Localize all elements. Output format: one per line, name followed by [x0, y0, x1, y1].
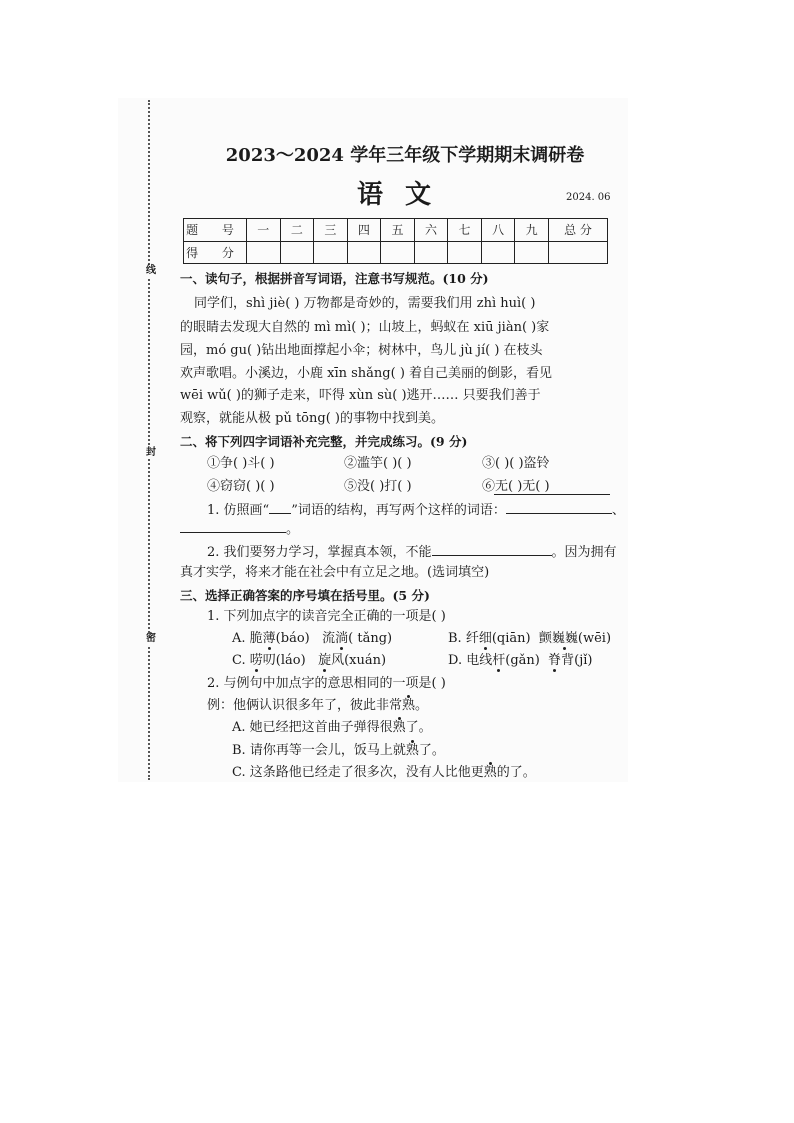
section2-q1-cont — [180, 520, 299, 538]
q2-option-c[interactable] — [232, 765, 536, 781]
dotted-char: 熟 — [483, 765, 497, 780]
option-word: 背 — [561, 653, 575, 668]
dotted-char: 唠 — [249, 653, 263, 668]
section1-line-1: 同学们，shì jiè( ) 万物都是奇妙的，需要我们用 zhì huì( ) — [194, 296, 536, 311]
section1-line-4: 欢声歌唱。小溪边，小鹿 xīn shǎng( ) 着自己美丽的倒影，看见 — [180, 366, 553, 381]
dotted-char: 脊 — [548, 653, 562, 668]
pinyin: (láo) — [275, 653, 306, 668]
q1-answer-blank-2[interactable] — [180, 520, 286, 533]
score-cell: 总 分 — [549, 219, 608, 242]
exam-title: 2023～2024 学年三年级下学期期末调研卷 — [225, 145, 585, 166]
binding-label-feng: 封 — [146, 447, 156, 458]
score-cell: 七 — [448, 219, 482, 242]
dotted-char: 熟 — [392, 720, 406, 735]
idiom-3: ③( )( )盗铃 — [482, 456, 550, 471]
q1-end: 。 — [286, 522, 300, 537]
option-a-label: A. 脆 — [232, 631, 263, 646]
idiom-4: ④窃窃( )( ) — [207, 479, 275, 494]
score-table — [183, 218, 608, 264]
pinyin: (jǐ) — [574, 653, 593, 668]
score-entry-cell[interactable] — [347, 241, 381, 264]
score-entry-cell[interactable] — [549, 241, 608, 264]
q1-option-a[interactable] — [232, 631, 392, 647]
score-cell: 五 — [381, 219, 415, 242]
q2-option-a[interactable] — [232, 720, 432, 736]
option-end: 了。 — [418, 743, 445, 758]
idiom-5: ⑤没( )打( ) — [344, 479, 412, 494]
section2-q2-cont: 真才实学，将来才能在社会中有立足之地。(选词填空) — [180, 565, 490, 580]
option-word: 流 — [322, 631, 336, 646]
score-cell: 八 — [481, 219, 515, 242]
q1-inline-blank — [269, 501, 291, 514]
q2-text-a: 2. 我们要努力学习，掌握真本领，不能 — [207, 545, 432, 560]
exam-date: 2024. 06 — [566, 192, 611, 203]
section3-q2: 2. 与例句中加点字的意思相同的一项是( ) — [207, 676, 446, 691]
section2-q1 — [207, 501, 625, 519]
binding-label-xian: 线 — [146, 265, 156, 276]
option-end: 的了。 — [496, 765, 536, 780]
option-word: 风 — [331, 653, 345, 668]
dotted-char: 细 — [478, 631, 492, 646]
option-text: B. 请你再等一会儿，饭马上就 — [232, 743, 406, 758]
option-d-label: D. 电线 — [448, 653, 493, 668]
dotted-char: 薄 — [262, 631, 276, 646]
pinyin: (gǎn) — [505, 653, 540, 668]
q1-text-a: 1. 仿照画“ — [207, 503, 270, 518]
option-word: 颤 — [538, 631, 552, 646]
section1-line-3: 园，mó gu( )钻出地面撑起小伞；树林中，鸟儿 jù jí( ) 在枝头 — [180, 343, 543, 358]
idiom-6-underline — [494, 494, 610, 495]
q1-separator: 、 — [611, 503, 625, 518]
score-entry-cell[interactable] — [280, 241, 314, 264]
section1-line-5: wēi wǔ( )的狮子走来，吓得 xùn sù( )逃开…… 只要我们善于 — [180, 388, 541, 403]
section2-q2 — [207, 543, 617, 561]
pinyin: (xuán) — [344, 653, 387, 668]
option-text: A. 她已经把这首曲子弹得很 — [232, 720, 393, 735]
option-end: 了。 — [405, 720, 432, 735]
q2-answer-blank[interactable] — [432, 543, 552, 556]
score-cell: 六 — [414, 219, 448, 242]
q2-example — [207, 698, 428, 714]
score-entry-cell[interactable] — [481, 241, 515, 264]
q2-option-b[interactable] — [232, 743, 445, 759]
section2-heading: 二、将下列四字词语补充完整，并完成练习。(9 分) — [180, 434, 468, 449]
score-entry-cell[interactable] — [381, 241, 415, 264]
pinyin: (qiān) — [491, 631, 531, 646]
idiom-6: ⑥无( )无( ) — [482, 479, 550, 494]
binding-label-mi: 密 — [146, 633, 156, 644]
section1-heading: 一、读句子，根据拼音写词语，注意书写规范。(10 分) — [180, 271, 489, 286]
binding-dotted-line — [148, 100, 150, 780]
q1-answer-blank-1[interactable] — [506, 501, 612, 514]
score-entry-cell[interactable] — [448, 241, 482, 264]
example-end: 。 — [415, 698, 429, 713]
score-cell: 一 — [247, 219, 281, 242]
q1-text-b: ”词语的结构，再写两个这样的词语： — [291, 503, 506, 518]
q1-option-b[interactable] — [448, 631, 611, 647]
idiom-1: ①争( )斗( ) — [207, 456, 275, 471]
option-c-label: C. — [232, 653, 250, 668]
pinyin: ( tǎng) — [348, 631, 393, 646]
score-cell: 题 号 — [184, 219, 247, 242]
pinyin: (wēi) — [577, 631, 612, 646]
q1-option-d[interactable] — [448, 653, 592, 669]
score-cell: 二 — [280, 219, 314, 242]
dotted-char: 淌 — [335, 631, 349, 646]
option-word: 叨 — [262, 653, 276, 668]
score-cell: 三 — [314, 219, 348, 242]
score-entry-cell[interactable] — [314, 241, 348, 264]
option-text: C. 这条路他已经走了很多次，没有人比他更 — [232, 765, 484, 780]
dotted-char: 熟 — [402, 698, 416, 713]
score-table-score-row — [184, 241, 608, 264]
section1-line-2: 的眼睛去发现大自然的 mì mì( )；山坡上，蚂蚁在 xiū jiàn( )家 — [180, 320, 550, 335]
score-cell: 九 — [515, 219, 549, 242]
section3-heading: 三、选择正确答案的序号填在括号里。(5 分) — [180, 588, 430, 603]
score-table-header-row — [184, 219, 608, 242]
section3-q1: 1. 下列加点字的读音完全正确的一项是( ) — [207, 609, 446, 624]
exam-subject: 语文 — [356, 180, 453, 210]
section1-line-6: 观察，就能从极 pǔ tōng( )的事物中找到美。 — [180, 411, 444, 426]
example-text: 例：他俩认识很多年了，彼此非常 — [207, 698, 403, 713]
pinyin: (báo) — [275, 631, 310, 646]
score-row-label: 得 分 — [184, 241, 247, 264]
q1-option-c[interactable] — [232, 653, 386, 669]
dotted-char: 旋 — [318, 653, 332, 668]
idiom-2: ②滥竽( )( ) — [344, 456, 412, 471]
score-entry-cell[interactable] — [247, 241, 281, 264]
dotted-char: 熟 — [405, 743, 419, 758]
q2-text-b: 。因为拥有 — [551, 545, 617, 560]
option-b-label: B. 纤 — [448, 631, 479, 646]
dotted-char: 巍巍 — [551, 631, 578, 646]
score-entry-cell[interactable] — [414, 241, 448, 264]
score-entry-cell[interactable] — [515, 241, 549, 264]
score-cell: 四 — [347, 219, 381, 242]
dotted-char: 杆 — [492, 653, 506, 668]
